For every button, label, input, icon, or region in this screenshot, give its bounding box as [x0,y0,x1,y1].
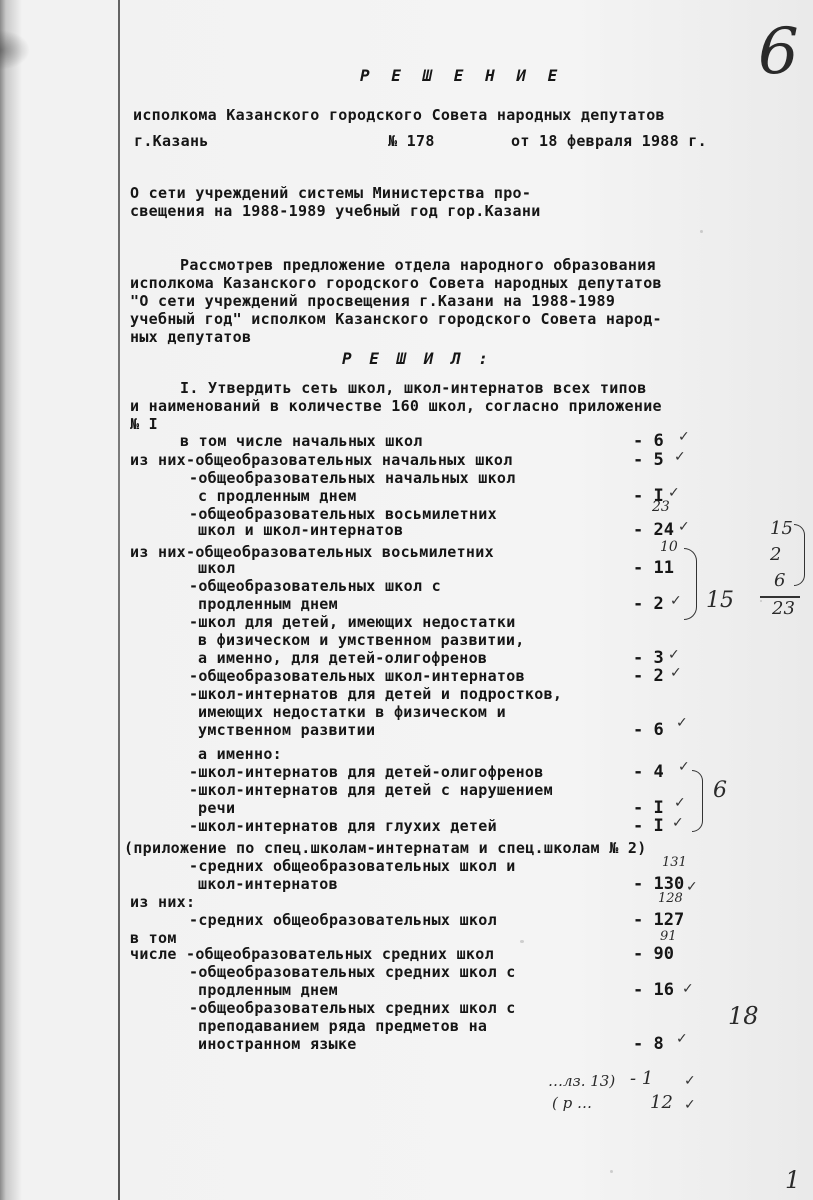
handwritten-note: - 1 [630,1068,654,1089]
row-count: - 130 [633,874,685,894]
row-text: -общеобразовательных средних школ с [189,999,516,1017]
row-count: - 6 [633,431,664,451]
row-count: - 5 [633,450,664,470]
row-text: -общеобразовательных средних школ с [189,963,516,981]
row-count: - 16 [633,980,674,1000]
handwritten-note: 15 [770,518,793,539]
decided-heading: Р Е Ш И Л : [342,349,492,368]
decision-date: от 18 февраля 1988 г. [511,132,707,150]
row-count: - 8 [633,1034,664,1054]
row-text: иностранном языке [198,1035,357,1053]
row-count: - 6 [633,720,664,740]
handwritten-note: ( р … [552,1094,592,1112]
row-text: школ-интернатов [198,875,338,893]
preamble-line: "О сети учреждений просвещения г.Казани на 1988-1989 [130,292,616,310]
row-text: речи [198,799,236,817]
row-text: с продленным днем [198,487,357,505]
row-text: преподаванием ряда предметов на [198,1017,488,1035]
check-mark-icon: ✓ [670,665,682,681]
document-title: Р Е Ш Е Н И Е [360,66,564,85]
subject-line-2: свещения на 1988-1989 учебный год гор.Казани [130,202,541,220]
decision-number: № 178 [388,132,435,150]
row-text: продленным днем [198,981,338,999]
check-mark-icon: ✓ [676,1031,688,1047]
row-text: (приложение по спец.школам-интернатам и спец.школам № 2) [124,839,647,857]
handwritten-note: 10 [660,539,678,555]
row-count: - 3 [633,648,664,668]
handwritten-note: 23 [772,598,795,619]
handwritten-brace [684,548,697,620]
handwritten-note: 128 [658,891,683,906]
row-count: - 2 [633,594,664,614]
handwritten-note: 2 [770,544,782,565]
handwritten-note: 131 [662,855,687,870]
staple-shadow [0,30,30,70]
preamble-line: исполкома Казанского городского Совета народных депутатов [130,274,662,292]
check-mark-icon: ✓ [682,981,694,997]
check-mark-icon: ✓ [674,449,686,465]
check-mark-icon: ✓ [668,647,680,663]
row-text: числе -общеобразовательных средних школ [130,945,494,963]
subject-line-1: О сети учреждений системы Министерства про- [130,184,532,202]
row-count: - I [633,486,664,506]
preamble-line: Рассмотрев предложение отдела народного образования [180,256,656,274]
check-mark-icon: ✓ [678,429,690,445]
row-count: - I [633,798,664,818]
handwritten-note: 23 [652,499,670,515]
clause-line: № I [130,415,158,433]
row-text: -общеобразовательных школ с [189,577,441,595]
check-mark-icon: ✓ [678,519,690,535]
handwritten-page-number: 6 [758,15,799,89]
check-mark-icon: ✓ [686,879,698,895]
check-mark-icon: ✓ [684,1073,696,1089]
check-mark-icon: ✓ [672,815,684,831]
row-count: - 2 [633,666,664,686]
check-mark-icon: ✓ [670,593,682,609]
handwritten-note: 15 [706,588,734,613]
row-text: школ и школ-интернатов [198,521,404,539]
check-mark-icon: ✓ [674,795,686,811]
clause-line: и наименований в количестве 160 школ, согласно приложение [130,397,662,415]
row-text: школ [198,559,236,577]
row-count: - 11 [633,558,674,578]
row-count: - I [633,816,664,836]
row-text: -общеобразовательных начальных школ [189,469,516,487]
handwritten-note: 1 [785,1166,801,1194]
handwritten-note: 12 [650,1092,673,1113]
row-text: в том числе начальных школ [180,432,423,450]
page-fold-shadow [118,0,120,1200]
row-text: -средних общеобразовательных школ и [189,857,516,875]
row-text: продленным днем [198,595,338,613]
row-text: -школ для детей, имеющих недостатки [189,613,516,631]
row-count: - 24 [633,520,674,540]
row-text: -школ-интернатов для детей с нарушением [189,781,553,799]
check-mark-icon: ✓ [684,1097,696,1113]
check-mark-icon: ✓ [668,485,680,501]
row-text: -школ-интернатов для глухих детей [189,817,497,835]
preamble-line: ных депутатов [130,328,252,346]
handwritten-brace [692,770,703,832]
check-mark-icon: ✓ [678,759,690,775]
row-text: -средних общеобразовательных школ [189,911,497,929]
row-text: из них-общеобразовательных начальных школ [130,451,513,469]
handwritten-note: 91 [660,929,677,944]
row-text: имеющих недостатки в физическом и [198,703,506,721]
row-text: в физическом и умственном развитии, [198,631,525,649]
handwritten-sum-line [760,596,800,598]
row-text: -общеобразовательных школ-интернатов [189,667,525,685]
handwritten-note: 6 [713,778,727,803]
row-text: в том [130,929,177,947]
row-text: из них: [130,893,196,911]
city: г.Казань [134,132,209,150]
handwritten-note: 18 [728,1002,759,1030]
handwritten-note: 6 [774,570,786,591]
row-text: -общеобразовательных восьмилетних [189,505,497,523]
preamble-line: учебный год" исполком Казанского городского Совета народ- [130,310,662,328]
row-text: из них-общеобразовательных восьмилетних [130,543,494,561]
row-count: - 90 [633,944,674,964]
row-count: - 4 [633,762,664,782]
row-text: умственном развитии [198,721,376,739]
row-count: - 127 [633,910,685,930]
handwritten-brace [794,524,805,586]
issuer-line: исполкома Казанского городского Совета народных депутатов [133,106,665,124]
row-text: а именно: [198,745,282,763]
clause-line: I. Утвердить сеть школ, школ-интернатов всех типов [180,379,647,397]
row-text: -школ-интернатов для детей и подростков, [189,685,563,703]
handwritten-note: …лз. 13) [548,1072,616,1090]
row-text: -школ-интернатов для детей-олигофренов [189,763,544,781]
check-mark-icon: ✓ [676,715,688,731]
row-text: а именно, для детей-олигофренов [198,649,488,667]
